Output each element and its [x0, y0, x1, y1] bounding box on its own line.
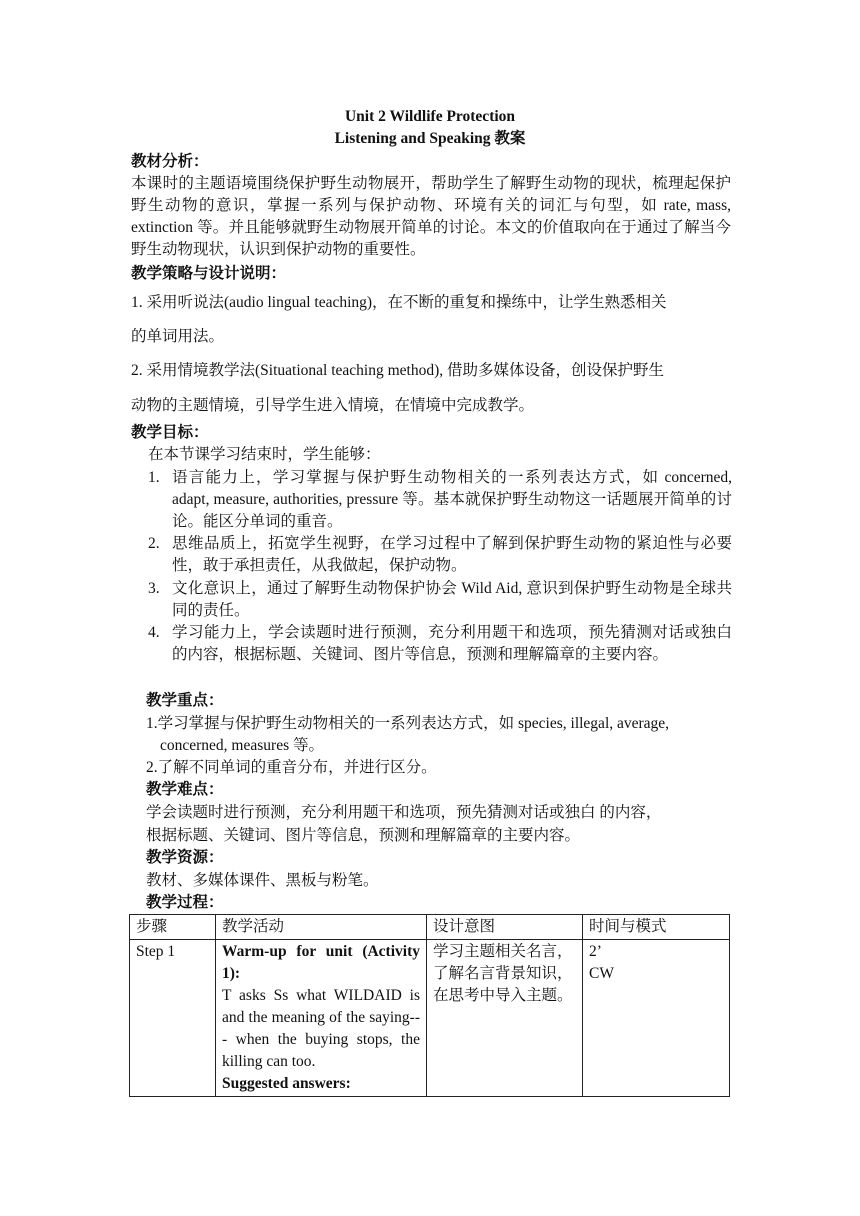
table-header-row — [130, 915, 730, 940]
key-points-heading: 教学重点： — [146, 692, 224, 709]
header-activity: 教学活动 — [216, 915, 427, 940]
intent-cell: 学习主题相关名言，了解名言背景知识，在思考中导入主题。 — [427, 940, 583, 1097]
key-point-1-line-1: 1.学习掌握与保护野生动物相关的一系列表达方式，如 species, illegal, average, — [146, 715, 670, 732]
process-heading: 教学过程： — [146, 894, 224, 911]
strategy-item-1-line-1: 1. 采用听说法(audio lingual teaching)，在不断的重复和操练中，让学生熟悉相关 — [131, 294, 667, 311]
header-step: 步骤 — [130, 915, 216, 940]
header-intent: 设计意图 — [427, 915, 583, 940]
objective-number: 2. — [148, 535, 160, 552]
difficulties-line-1: 学会读题时进行预测，充分利用题干和选项，预先猜测对话或独白 的内容， — [146, 804, 662, 821]
process-table — [129, 914, 730, 1097]
resources-heading: 教学资源： — [146, 849, 224, 866]
activity-title: Warm-up for unit (Activity 1): — [222, 943, 420, 982]
header-time-mode: 时间与模式 — [583, 915, 730, 940]
document-subtitle: Listening and Speaking 教案 — [334, 130, 526, 147]
objective-text: 文化意识上，通过了解野生动物保护协会 Wild Aid, 意识到保护野生动物是全球共同的责任。 — [172, 580, 732, 619]
difficulties-heading: 教学难点： — [146, 781, 224, 798]
analysis-heading: 教材分析： — [131, 153, 209, 170]
objective-number: 3. — [148, 580, 160, 597]
strategy-heading: 教学策略与设计说明： — [131, 265, 287, 282]
resources-text: 教材、多媒体课件、黑板与粉笔。 — [146, 872, 379, 889]
objective-number: 1. — [148, 469, 160, 486]
objective-text: 语言能力上，学习掌握与保护野生动物相关的一系列表达方式，如 concerned, adapt, measure, authorities, pressure 等。基本就保护野生动物这一话题展开简单的讨论。能区分单词的重音。 — [172, 469, 732, 530]
activity-text: T asks Ss what WILDAID is and the meaning of the saying--- when the buying stops, the killing can too. — [222, 987, 420, 1070]
analysis-text: 本课时的主题语境围绕保护野生动物展开，帮助学生了解野生动物的现状，梳理起保护野生动物的意识，掌握一系列与保护动物、环境有关的词汇与句型，如 rate, mass, extinction 等。并且能够就野生动物展开简单的讨论。本文的价值取向在于通过了解当今野生动物现状，认识到保护动物的重要性。 — [131, 175, 731, 258]
key-point-1-line-2: concerned, measures 等。 — [160, 737, 324, 754]
objectives-heading: 教学目标： — [131, 424, 209, 441]
key-point-2: 2.了解不同单词的重音分布，并进行区分。 — [146, 759, 437, 776]
activity-cell — [216, 940, 427, 1097]
strategy-item-1-line-2: 的单词用法。 — [131, 328, 225, 345]
time-mode-cell — [583, 940, 730, 1097]
objectives-intro: 在本节课学习结束时，学生能够： — [148, 446, 381, 463]
step-cell: Step 1 — [130, 940, 216, 1097]
mode-value: CW — [589, 965, 614, 982]
activity-answers-label: Suggested answers: — [222, 1075, 351, 1092]
strategy-item-2-line-1: 2. 采用情境教学法(Situational teaching method), 借助多媒体设备，创设保护野生 — [131, 362, 664, 379]
difficulties-line-2: 根据标题、关键词、图片等信息，预测和理解篇章的主要内容。 — [146, 827, 581, 844]
objective-number: 4. — [148, 624, 160, 641]
table-row — [130, 940, 730, 1097]
time-value: 2’ — [589, 943, 602, 960]
objective-text: 学习能力上，学会读题时进行预测，充分利用题干和选项，预先猜测对话或独白 的内容，根据标题、关键词、图片等信息，预测和理解篇章的主要内容。 — [172, 624, 732, 663]
objective-text: 思维品质上，拓宽学生视野，在学习过程中了解到保护野生动物的紧迫性与必要性，敢于承担责任，从我做起，保护动物。 — [172, 535, 732, 574]
document-title: Unit 2 Wildlife Protection — [344, 108, 516, 125]
strategy-item-2-line-2: 动物的主题情境，引导学生进入情境，在情境中完成教学。 — [131, 397, 535, 414]
